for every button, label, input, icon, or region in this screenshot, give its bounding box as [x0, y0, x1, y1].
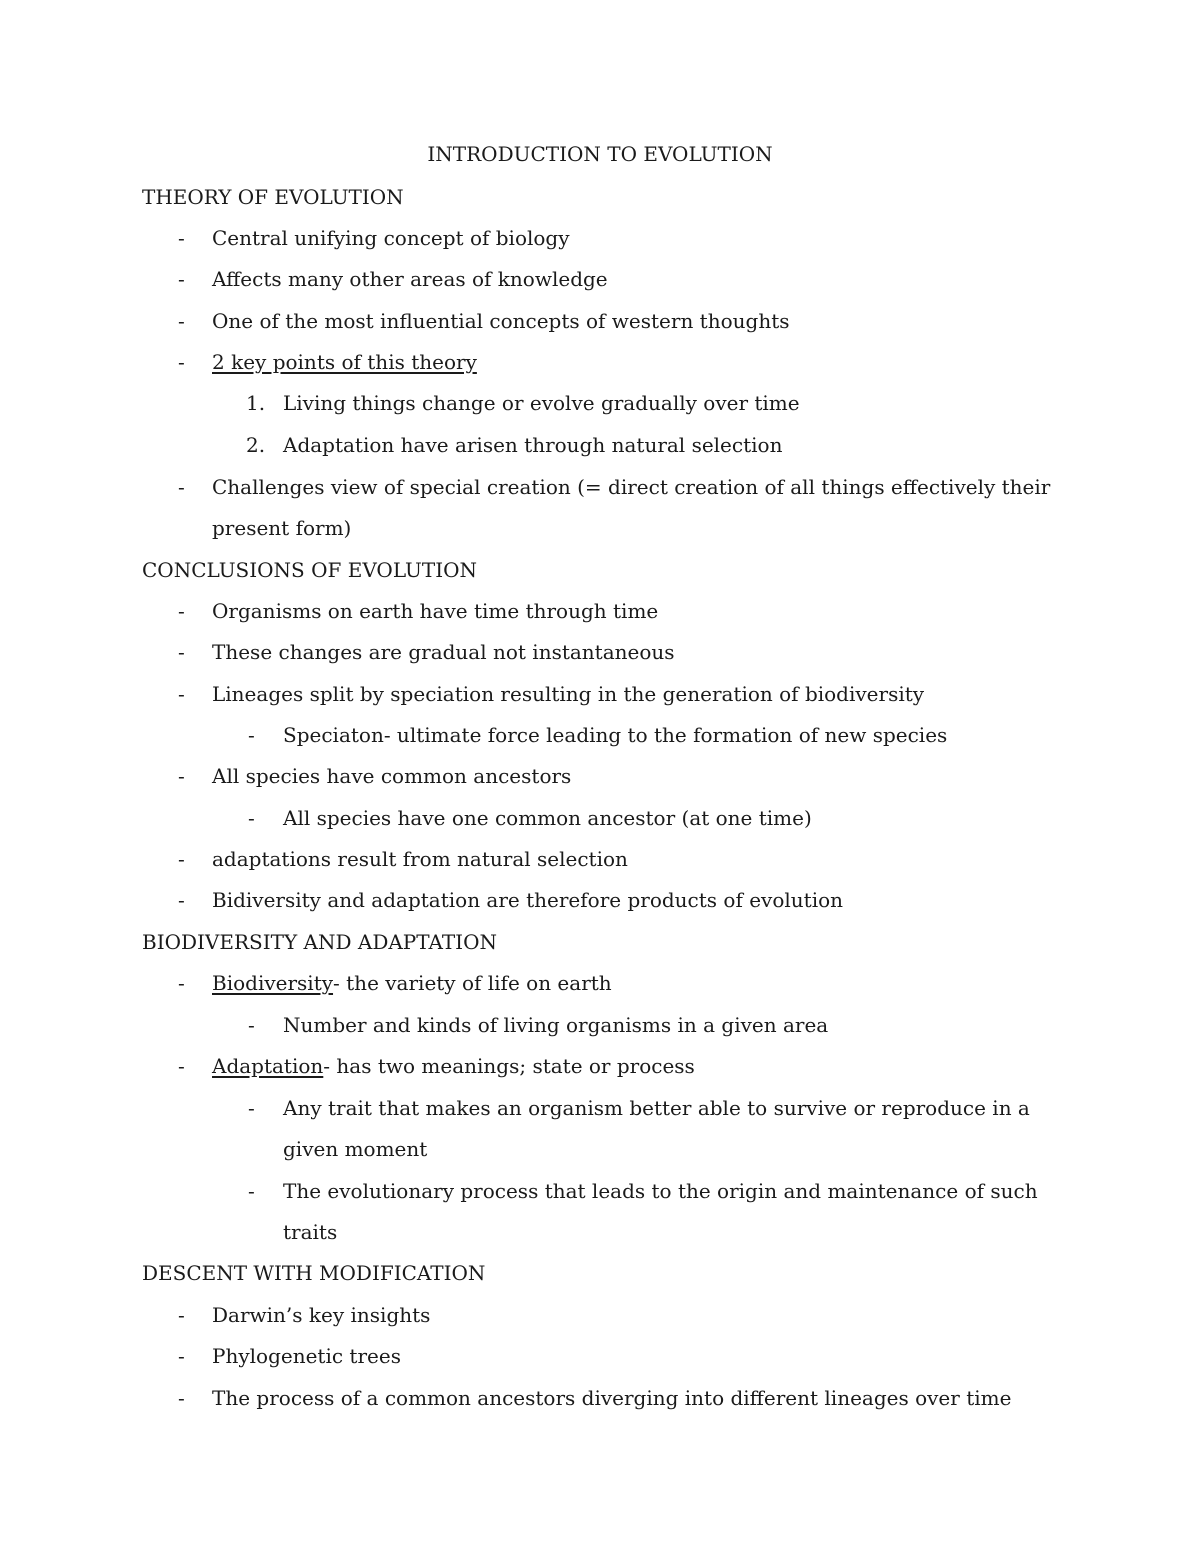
- sub-list-item-continuation: given moment: [283, 1137, 428, 1161]
- bullet-dash: -: [178, 888, 185, 912]
- bullet-dash: -: [178, 1303, 185, 1327]
- sub-bullet-dash: -: [248, 1013, 255, 1037]
- list-item: Darwin’s key insights: [212, 1303, 431, 1327]
- section-heading-conclusions: CONCLUSIONS OF EVOLUTION: [142, 558, 477, 582]
- section-heading-descent: DESCENT WITH MODIFICATION: [142, 1261, 486, 1285]
- sub-list-item-continuation: traits: [283, 1220, 338, 1244]
- bullet-dash: -: [178, 599, 185, 623]
- sub-list-item: Any trait that makes an organism better able to survive or reproduce in a: [283, 1096, 1030, 1120]
- list-item-definition: [212, 1053, 695, 1079]
- list-item: Lineages split by speciation resulting in the generation of biodiversity: [212, 682, 925, 706]
- bullet-dash: -: [178, 309, 185, 333]
- section-heading-theory: THEORY OF EVOLUTION: [142, 185, 404, 209]
- list-item: adaptations result from natural selection: [212, 847, 628, 871]
- list-item-underlined: 2 key points of this theory: [212, 350, 477, 374]
- document-title: INTRODUCTION TO EVOLUTION: [427, 142, 773, 166]
- numbered-item: Living things change or evolve gradually over time: [283, 391, 800, 415]
- list-item: One of the most influential concepts of western thoughts: [212, 309, 790, 333]
- bullet-dash: -: [178, 475, 185, 499]
- bullet-dash: -: [178, 1386, 185, 1410]
- list-item: Organisms on earth have time through time: [212, 599, 659, 623]
- list-item-continuation: present form): [212, 516, 352, 540]
- term-adaptation: Adaptation: [212, 1054, 324, 1078]
- list-item: Affects many other areas of knowledge: [212, 267, 608, 291]
- term-biodiversity: Biodiversity: [212, 971, 334, 995]
- sub-bullet-dash: -: [248, 723, 255, 747]
- sub-list-item: All species have one common ancestor (at one time): [283, 806, 812, 830]
- bullet-dash: -: [178, 1344, 185, 1368]
- definition-text: - has two meanings; state or process: [323, 1054, 695, 1078]
- sub-list-item: Speciaton- ultimate force leading to the formation of new species: [283, 723, 948, 747]
- list-item: Challenges view of special creation (= direct creation of all things effectively their: [212, 475, 1051, 499]
- list-item: Bidiversity and adaptation are therefore products of evolution: [212, 888, 844, 912]
- section-heading-biodiversity: BIODIVERSITY AND ADAPTATION: [142, 930, 497, 954]
- bullet-dash: -: [178, 267, 185, 291]
- sub-list-item: Number and kinds of living organisms in a given area: [283, 1013, 829, 1037]
- bullet-dash: -: [178, 847, 185, 871]
- bullet-dash: -: [178, 682, 185, 706]
- bullet-dash: -: [178, 226, 185, 250]
- list-item-definition: [212, 970, 612, 996]
- bullet-dash: -: [178, 971, 185, 995]
- sub-bullet-dash: -: [248, 1179, 255, 1203]
- sub-list-item: The evolutionary process that leads to the origin and maintenance of such: [283, 1179, 1038, 1203]
- list-item: Phylogenetic trees: [212, 1344, 401, 1368]
- numbered-item: Adaptation have arisen through natural selection: [283, 433, 783, 457]
- definition-text: - the variety of life on earth: [333, 971, 612, 995]
- list-number: 2.: [246, 433, 266, 457]
- list-number: 1.: [246, 391, 266, 415]
- bullet-dash: -: [178, 350, 185, 374]
- bullet-dash: -: [178, 764, 185, 788]
- bullet-dash: -: [178, 640, 185, 664]
- list-item: All species have common ancestors: [212, 764, 572, 788]
- list-item: The process of a common ancestors diverging into different lineages over time: [212, 1386, 1012, 1410]
- sub-bullet-dash: -: [248, 1096, 255, 1120]
- list-item: These changes are gradual not instantaneous: [212, 640, 675, 664]
- list-item: Central unifying concept of biology: [212, 226, 570, 250]
- bullet-dash: -: [178, 1054, 185, 1078]
- sub-bullet-dash: -: [248, 806, 255, 830]
